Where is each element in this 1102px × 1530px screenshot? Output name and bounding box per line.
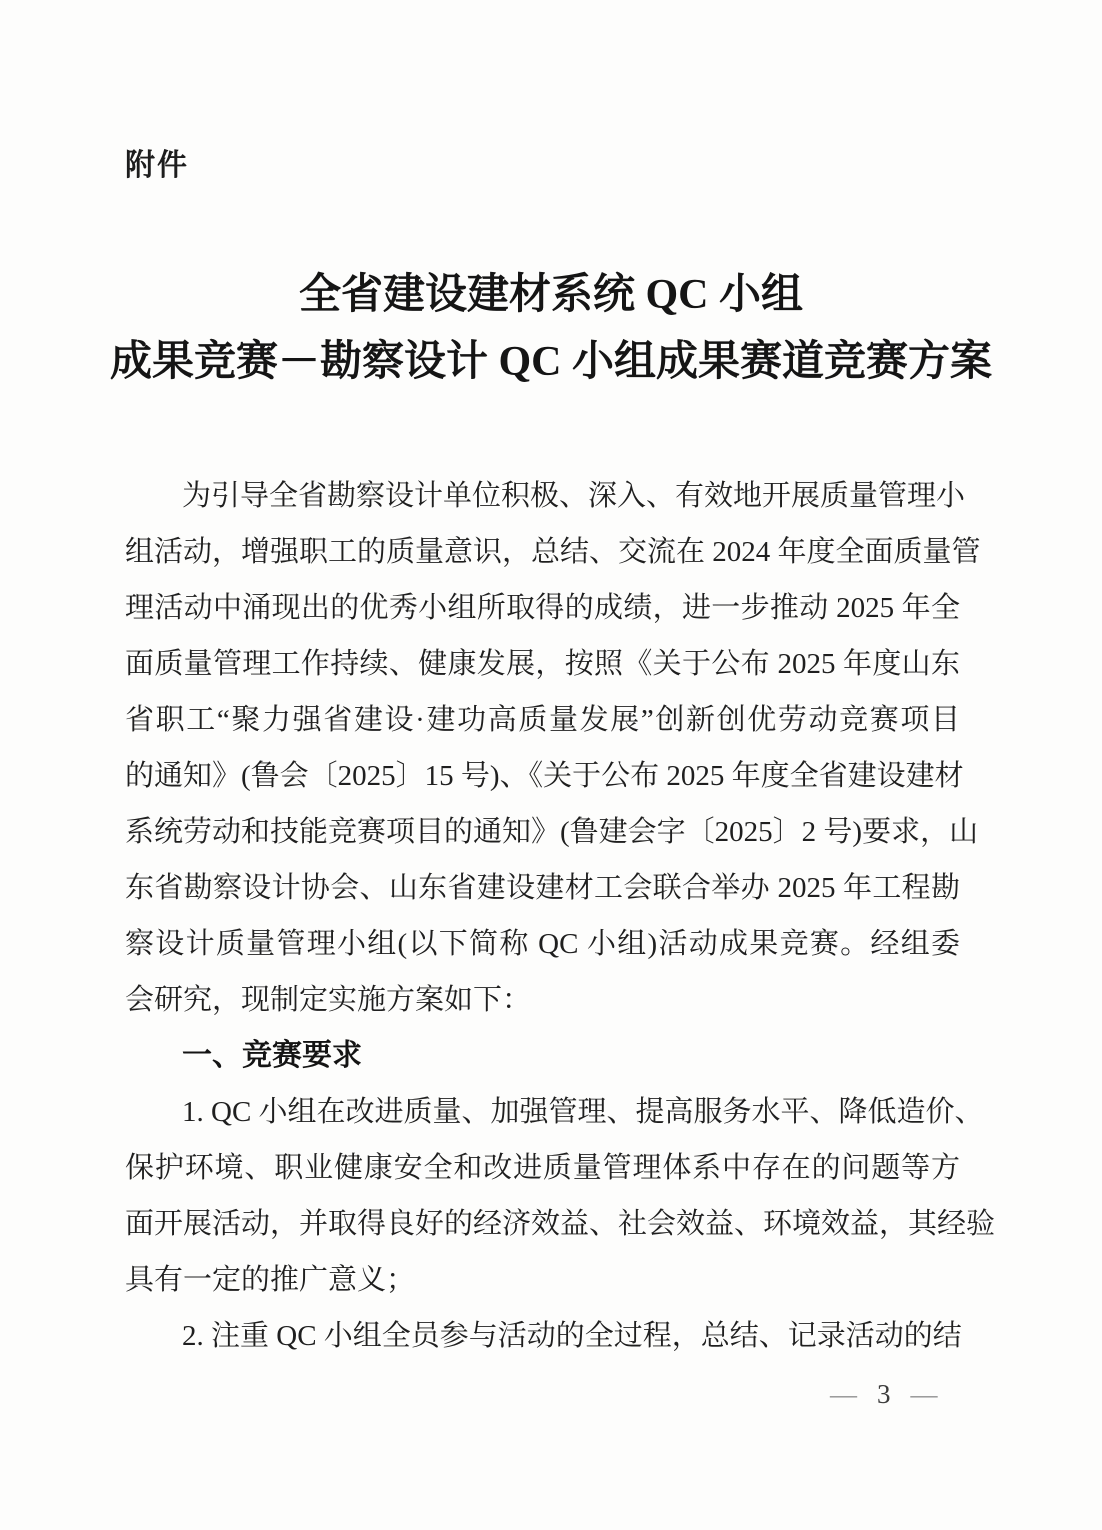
document-body bbox=[125, 468, 996, 1364]
paragraph1-line-8: 东省勘察设计协会、山东省建设建材工会联合举办 2025 年工程勘 bbox=[125, 872, 960, 904]
item1-line-3: 面开展活动，并取得良好的经济效益、社会效益、环境效益，其经验 bbox=[125, 1208, 996, 1240]
paragraph1-line-6: 的通知》(鲁会〔2025〕15 号)、《关于公布 2025 年度全省建设建材 bbox=[125, 760, 964, 792]
title-line-2: 成果竞赛－勘察设计 QC 小组成果赛道竞赛方案 bbox=[109, 339, 992, 385]
paragraph1-line-10: 会研究，现制定实施方案如下： bbox=[125, 984, 532, 1016]
item1-line-4: 具有一定的推广意义； bbox=[125, 1264, 416, 1296]
paragraph1-line-5: 省职工“聚力强省建设·建功高质量发展”创新创优劳动竞赛项目 bbox=[125, 704, 960, 736]
section-heading-1: 一、竞赛要求 bbox=[182, 1039, 362, 1072]
paragraph1-line-2: 组活动，增强职工的质量意识，总结、交流在 2024 年度全面质量管 bbox=[125, 536, 981, 568]
title-line-1: 全省建设建材系统 QC 小组 bbox=[298, 272, 803, 318]
paragraph1-line-9: 察设计质量管理小组(以下简称 QC 小组)活动成果竞赛。经组委 bbox=[125, 928, 960, 960]
document-title bbox=[0, 262, 1102, 396]
paragraph1-line-7: 系统劳动和技能竞赛项目的通知》(鲁建会字〔2025〕2 号)要求，山 bbox=[125, 816, 979, 848]
paragraph1-line-1: 为引导全省勘察设计单位积极、深入、有效地开展质量管理小 bbox=[182, 480, 966, 512]
item1-line-2: 保护环境、职业健康安全和改进质量管理体系中存在的问题等方 bbox=[125, 1152, 960, 1184]
paragraph1-line-4: 面质量管理工作持续、健康发展，按照《关于公布 2025 年度山东 bbox=[125, 648, 960, 680]
item2-line-1: 2. 注重 QC 小组全员参与活动的全过程，总结、记录活动的结 bbox=[182, 1320, 962, 1352]
item1-line-1: 1. QC 小组在改进质量、加强管理、提高服务水平、降低造价、 bbox=[182, 1096, 984, 1128]
footer-left-dash: — bbox=[830, 1379, 857, 1409]
footer-right-dash: — bbox=[910, 1379, 938, 1409]
page-footer bbox=[830, 1378, 970, 1410]
paragraph1-line-3: 理活动中涌现出的优秀小组所取得的成绩，进一步推动 2025 年全 bbox=[125, 592, 960, 624]
page-number: 3 bbox=[877, 1379, 891, 1409]
attachment-label: 附件 bbox=[125, 149, 189, 182]
